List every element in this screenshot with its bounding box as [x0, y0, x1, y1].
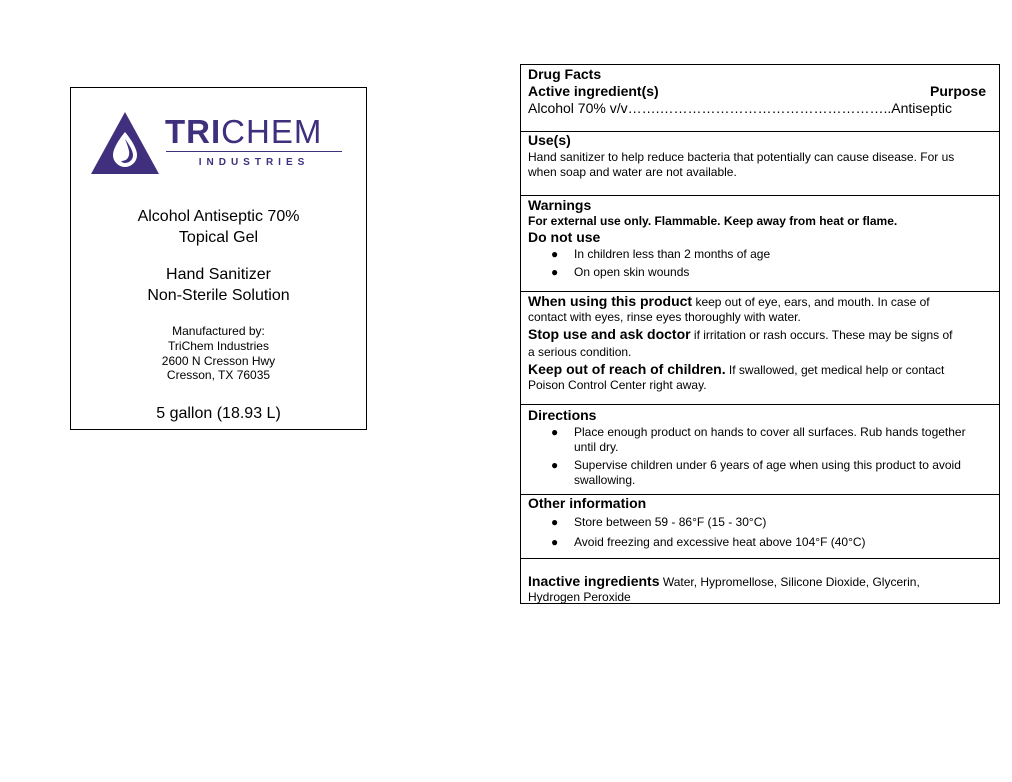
drug-facts-panel: [520, 64, 1000, 604]
manufacturer-name: TriChem Industries: [168, 339, 269, 353]
product-type-line1: Hand Sanitizer: [166, 266, 271, 283]
bullet-icon: ●: [551, 535, 559, 549]
manufacturer-label: Manufactured by:: [172, 324, 265, 338]
do-not-use-item-1: In children less than 2 months of age: [574, 247, 771, 261]
active-section: [521, 65, 999, 132]
stop-use-text-1: if irritation or rash occurs. These may be signs of: [690, 328, 953, 342]
bullet-icon: ●: [551, 247, 559, 261]
directions-item-1-line-1: Place enough product on hands to cover all surfaces. Rub hands together: [574, 425, 966, 439]
uses-text-2: when soap and water are not available.: [528, 165, 737, 179]
directions-heading: Directions: [528, 407, 597, 423]
warnings-section: [521, 196, 999, 292]
purpose-heading: Purpose: [929, 83, 986, 99]
directions-item-2-line-1: Supervise children under 6 years of age when using this product to avoid: [574, 458, 961, 472]
inactive-section: [521, 559, 999, 603]
directions-section: [521, 405, 999, 495]
other-info-heading: Other information: [528, 495, 647, 511]
keep-out-heading: Keep out of reach of children.: [528, 361, 726, 377]
other-info-item-1: Store between 59 - 86°F (15 - 30°C): [574, 515, 767, 529]
active-heading: Active ingredient(s): [528, 83, 659, 99]
warnings-heading: Warnings: [528, 197, 592, 213]
keep-out-text-1: If swallowed, get medical help or contact: [725, 363, 945, 377]
directions-item-2-line-2: swallowing.: [574, 473, 636, 487]
uses-text-1: Hand sanitizer to help reduce bacteria that potentially can cause disease. For us: [528, 150, 955, 164]
brand-subtitle: INDUSTRIES: [198, 157, 310, 168]
inactive-text-1: Water, Hypromellose, Silicone Dioxide, Glycerin,: [659, 575, 920, 589]
brand-bold: TRI: [165, 113, 222, 150]
when-using-heading: When using this product: [528, 293, 693, 309]
manufacturer-address-2: Cresson, TX 76035: [166, 368, 271, 382]
inactive-heading: Inactive ingredients: [528, 573, 660, 589]
drug-facts-title: Drug Facts: [528, 66, 602, 82]
trichem-logo: [89, 110, 349, 176]
keep-out-line-1: [528, 361, 944, 379]
keep-out-text-2: Poison Control Center right away.: [528, 378, 707, 392]
bullet-icon: ●: [551, 425, 559, 439]
warnings-text: For external use only. Flammable. Keep away from heat or flame.: [528, 214, 898, 228]
triangle-drop-icon: [89, 110, 161, 176]
when-using-line-1: [528, 293, 930, 311]
active-ingredient-line: Alcohol 70% v/v…….…………………………………………..Antiseptic: [528, 100, 952, 116]
directions-item-1-line-2: until dry.: [574, 440, 619, 454]
uses-section: [521, 132, 999, 196]
product-type-line2: Non-Sterile Solution: [147, 287, 290, 304]
do-not-use-item-2: On open skin wounds: [574, 265, 690, 279]
logo-rule: [166, 151, 342, 152]
bullet-icon: ●: [551, 515, 559, 529]
inactive-text-2: Hydrogen Peroxide: [528, 590, 631, 604]
stop-use-line-1: [528, 326, 952, 344]
volume: 5 gallon (18.93 L): [156, 405, 281, 422]
when-using-text-2: contact with eyes, rinse eyes thoroughly with water.: [528, 310, 801, 324]
bullet-icon: ●: [551, 265, 559, 279]
stop-use-heading: Stop use and ask doctor: [528, 326, 691, 342]
do-not-use-heading: Do not use: [528, 229, 601, 245]
other-info-section: [521, 495, 999, 559]
brand-regular: CHEM: [221, 113, 323, 150]
product-label: [70, 87, 367, 430]
inactive-line-1: [528, 573, 920, 591]
uses-heading: Use(s): [528, 132, 571, 148]
other-info-item-2: Avoid freezing and excessive heat above 104°F (40°C): [574, 535, 866, 549]
when-using-section: [521, 292, 999, 405]
manufacturer-address-1: 2600 N Cresson Hwy: [161, 354, 276, 368]
bullet-icon: ●: [551, 458, 559, 472]
product-name-line2: Topical Gel: [178, 229, 259, 246]
product-name-line1: Alcohol Antiseptic 70%: [137, 208, 300, 225]
stop-use-text-2: a serious condition.: [528, 345, 632, 359]
brand-name: [165, 115, 322, 148]
when-using-text-1: keep out of eye, ears, and mouth. In case of: [692, 295, 930, 309]
